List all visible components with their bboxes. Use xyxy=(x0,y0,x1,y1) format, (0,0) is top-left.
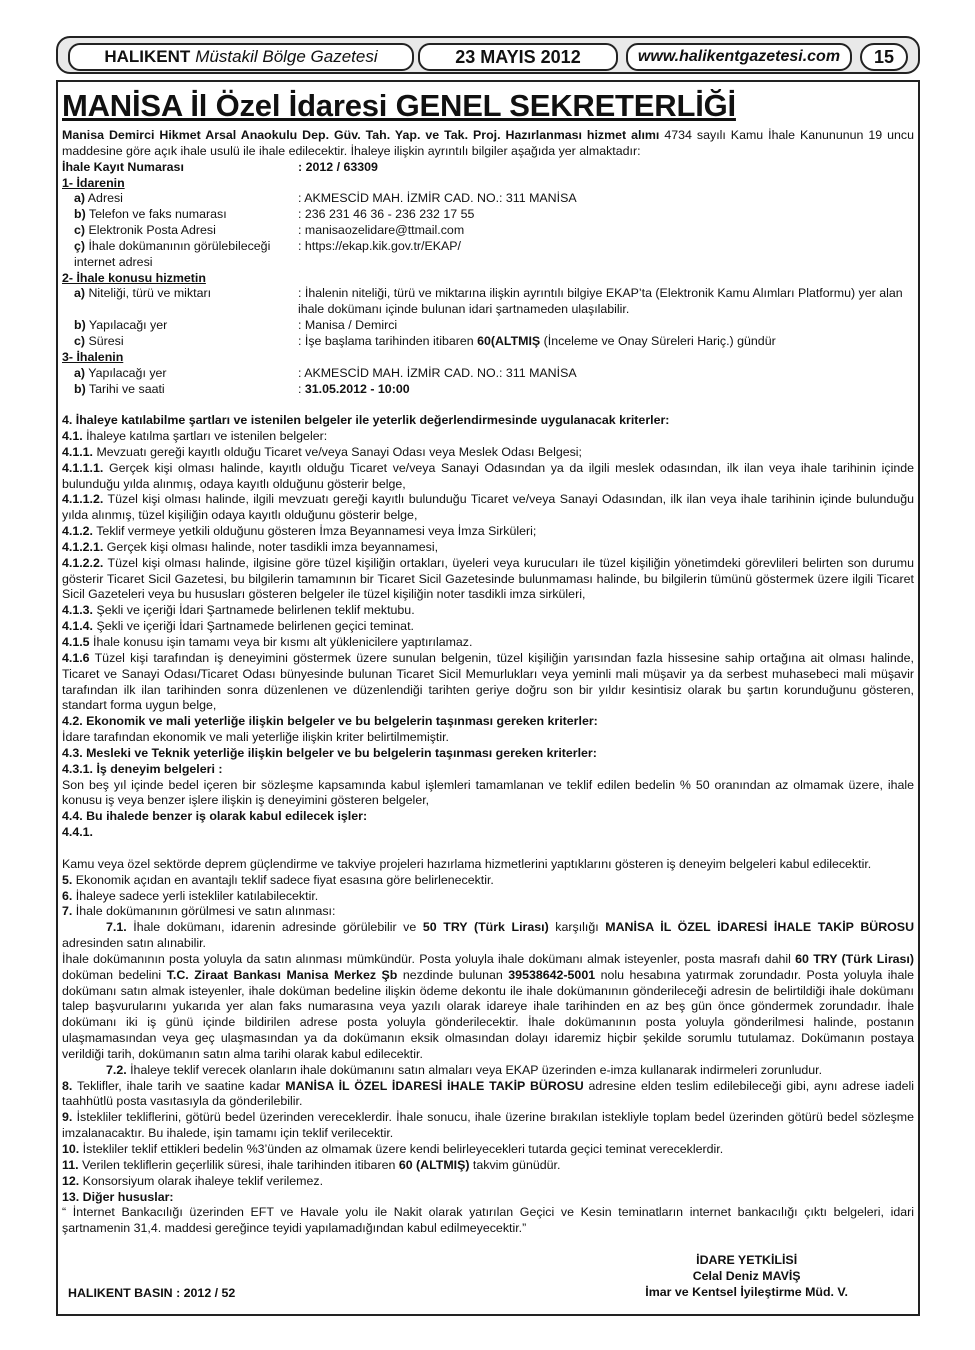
registry-row xyxy=(62,160,914,176)
s42-heading: 4.2. Ekonomik ve mali yeterliğe ilişkin belgeler ve bu belgelerin taşınması gereken kriterler: xyxy=(62,714,598,729)
s6: 6. İhaleye sadece yerli istekliler katılabilecektir. xyxy=(62,888,319,903)
value-pre: : xyxy=(298,381,305,396)
row-value: : Manisa / Demirci xyxy=(298,318,398,333)
s43-heading: 4.3. Mesleki ve Teknik yeterliğe ilişkin belgeler ve bu belgelerin taşınması gereken kriterler: xyxy=(62,745,597,760)
s44-heading: 4.4. Bu ihalede benzer iş olarak kabul edilecek işler: xyxy=(62,809,368,824)
s8: 8. Teklifler, ihale tarih ve saatine kadar MANİSA İL ÖZEL İDARESİ İHALE TAKİP BÜROSU adresine elden teslim edilebileceği gibi, aynı adrese iadeli taahhütlü posta vasıtasıyla da gönderilebilir. xyxy=(62,1078,914,1109)
section1-heading: 1- İdarenin xyxy=(62,175,125,190)
s4112: 4.1.1.2. Tüzel kişi olması halinde, ilgili mevzuatı gereği kayıtlı bulunduğu Ticaret ve/veya Sanayi Odasından, ilk ilan veya ihale tarihinin içinde bulunduğu yılda alınmış, tüzel kişiliğin odaya kayıtlı olduğunu gösterir belge, xyxy=(62,492,914,523)
s413: 4.1.3. Şekli ve içeriği İdari Şartnamede belirlenen teklif mektubu. xyxy=(62,603,415,618)
s412: 4.1.2. Teklif vermeye yetkili olduğunu gösteren İmza Beyannamesi veya İmza Sirküleri; xyxy=(62,524,537,539)
s1-row-c xyxy=(62,223,914,239)
page-number: 15 xyxy=(860,43,908,71)
row-value: : AKMESCİD MAH. İZMİR CAD. NO.: 311 MANİSA xyxy=(298,191,577,206)
row-value: : İhalenin niteliği, türü ve miktarına ilişkin ayrıntılı bilgiye EKAP’ta (Elektronik Kamu Alımları Platformu) yer alan ihale dokümanı içinde bulunan idari şartnameden ulaşılabilir. xyxy=(298,286,903,317)
row-value xyxy=(298,382,914,398)
row-letter: a) xyxy=(74,286,86,301)
section2-heading: 2- İhale konusu hizmetin xyxy=(62,270,206,285)
s1-row-b xyxy=(62,207,914,223)
registry-value: : 2012 / 63309 xyxy=(298,159,378,174)
issue-date: 23 MAYIS 2012 xyxy=(418,43,618,71)
intro-bold: Manisa Demirci Hikmet Arsal Anaokulu Dep. Güv. Tah. Yap. ve Tak. Proj. Hazırlanması hizmet alımı xyxy=(62,128,660,142)
s12: 12. Konsorsiyum olarak ihaleye teklif verilemez. xyxy=(62,1173,324,1188)
signature-position: İmar ve Kentsel İyileştirme Müd. V. xyxy=(645,1284,848,1299)
s4-heading: 4. İhaleye katılabilme şartları ve istenilen belgeler ile yeterlik değerlendirmesinde uygulanacak kriterler: xyxy=(62,413,670,428)
registry-label: İhale Kayıt Numarası xyxy=(62,159,184,174)
row-label: Tarihi ve saati xyxy=(85,381,165,396)
article-title: MANİSA İl Özel İdaresi GENEL SEKRETERLİĞİ xyxy=(62,88,736,123)
row-value: : https://ekap.kik.gov.tr/EKAP/ xyxy=(298,238,461,253)
page-header xyxy=(56,36,920,74)
row-value: : AKMESCİD MAH. İZMİR CAD. NO.: 311 MANİSA xyxy=(298,365,577,380)
article-frame xyxy=(56,80,920,1316)
signature-name: Celal Deniz MAVİŞ xyxy=(692,1268,801,1283)
s441-heading: 4.4.1. xyxy=(62,825,94,840)
s41: 4.1. İhaleye katılma şartları ve istenilen belgeler: xyxy=(62,429,328,444)
row-letter: ç) xyxy=(74,238,86,253)
s13-text: “ İnternet Bankacılığı üzerinden EFT ve Havale yolu ile Nakit olarak yatırılan Geçici ve Kesin teminatların internet bankacılığı çıktı belgeleri, idari şartnamenin 31,4. maddesi gereğince teyidi yapılamadığından kabul edilmeyecektir.” xyxy=(62,1205,914,1236)
row-label: Niteliği, türü ve miktarı xyxy=(85,286,212,301)
signature-block xyxy=(62,1248,914,1308)
row-letter: b) xyxy=(74,381,86,396)
s9: 9. İstekliler tekliflerini, götürü bedel üzerinden vereceklerdir. İhale sonucu, ihale üzerine bırakılan istekliyle toplam bedel üzerinden götürü bedel sözleşme imzalanacaktır. Bu ihalede, işin tamamı için teklif verilecektir. xyxy=(62,1110,914,1141)
row-label: Yapılacağı yer xyxy=(85,318,168,333)
s1-row-cc xyxy=(62,239,914,271)
press-number: HALIKENT BASIN : 2012 / 52 xyxy=(68,1286,236,1300)
s2-row-b xyxy=(62,318,914,334)
s431-text: Son beş yıl içinde bedel içeren bir sözleşme kapsamında kabul işlemleri tamamlanan ve teklif edilen bedelin % 50 oranından az olmamak üzere, ihale konusu iş veya benzer işlere ilişkin iş deneyimini gösteren belgeler, xyxy=(62,777,914,808)
row-value: : manisaozelidare@ttmail.com xyxy=(298,223,465,238)
section3-heading: 3- İhalenin xyxy=(62,349,124,364)
value-bold: 31.05.2012 - 10:00 xyxy=(304,381,410,396)
row-label: İhale dokümanının görülebileceği internet adresi xyxy=(74,238,271,269)
s2-row-a xyxy=(62,286,914,318)
paper-subtitle: Müstakil Bölge Gazetesi xyxy=(195,47,378,66)
s431-heading: 4.3.1. İş deneyim belgeleri : xyxy=(62,761,223,776)
s441-text: Kamu veya özel sektörde deprem güçlendirme ve takviye projeleri hazırlama hizmetlerini yaptıklarını gösteren iş deneyim belgeleri kabul edilecektir. xyxy=(62,856,872,871)
s11: 11. Verilen tekliflerin geçerlilik süresi, ihale tarihinden itibaren 60 (ALTMIŞ) takvim günüdür. xyxy=(62,1157,561,1172)
row-label: Telefon ve faks numarası xyxy=(85,207,227,222)
row-label: Süresi xyxy=(85,333,124,348)
row-letter: c) xyxy=(74,333,86,348)
value-pre: : İşe başlama tarihinden itibaren xyxy=(298,333,478,348)
row-letter: b) xyxy=(74,318,86,333)
s4122: 4.1.2.2. Tüzel kişi olması halinde, ilgisine göre tüzel kişiliğin ortakları, üyeleri veya kurucuları ile tüzel kişiliğin yönetimdeki görevlileri belirten son durumu gösterir Ticaret Sicil Gazetesi, bu bilgilerin tamamının bir Ticaret Sicil Gazetesinde bulunmaması halinde, bu bilgilerin tümünü göstermek üzere ilgili Ticaret Sicil Gazeteleri veya bu hususları gösteren belgeler ile tüzel kişiliğin noter tasdikli imza sirküleri, xyxy=(62,555,914,602)
s3-row-b xyxy=(62,382,914,398)
row-letter: a) xyxy=(74,365,86,380)
s414: 4.1.4. Şekli ve içeriği İdari Şartnamede belirlenen geçici teminat. xyxy=(62,619,414,634)
value-bold: 60(ALTMIŞ xyxy=(477,333,541,348)
intro-text: 4734 sayılı Kamu İhale Kanununun 19 uncu maddesine göre açık ihale usulü ile ihale edilecektir. İhaleye ilişkin ayrıntılı bilgiler aşağıda yer almaktadır: xyxy=(62,128,914,158)
website: www.halikentgazetesi.com xyxy=(626,43,852,71)
row-label: Adresi xyxy=(85,191,123,206)
row-value xyxy=(298,334,914,350)
intro xyxy=(62,128,914,160)
s1-row-a xyxy=(62,191,914,207)
article-content xyxy=(62,88,914,1237)
row-letter: b) xyxy=(74,207,86,222)
row-label: Elektronik Posta Adresi xyxy=(85,223,216,238)
s42-text: İdare tarafından ekonomik ve mali yeterliğe ilişkin kriter belirtilmemiştir. xyxy=(62,730,450,745)
row-letter: a) xyxy=(74,191,86,206)
s2-row-c xyxy=(62,334,914,350)
paper-name-pill xyxy=(68,43,414,71)
s4121: 4.1.2.1. Gerçek kişi olması halinde, noter tasdikli imza beyannamesi, xyxy=(62,539,439,554)
row-value: : 236 231 46 36 - 236 232 17 55 xyxy=(298,207,475,222)
s416: 4.1.6 Tüzel kişi tarafından iş deneyimini göstermek üzere sunulan belgenin, tüzel kişiliğin yarısından fazla hissesine sahip ortağına ait olması halinde, Ticaret ve Sanayi Odası/Ticaret Odası bünyesinde bulunan Ticaret Sicil Memurlukları veya yeminli mali müşavir ya da serbest muhasebeci mali müşavir tarafından ilk ilan tarihinden sonra düzenlenen ve düzenlendiği tarihten geriye doğru son bir yıldır kesintisiz olarak bu şartın korunduğunu gösteren, standart forma uygun belge, xyxy=(62,650,914,713)
value-post: (İnceleme ve Onay Süreleri Hariç.) gündür xyxy=(540,333,776,348)
s71: 7.1. İhale dokümanı, idarenin adresinde görülebilir ve 50 TRY (Türk Lirası) karşılığı MANİSA İL ÖZEL İDARESİ İHALE TAKİP BÜROSU adresinden satın alınabilir. xyxy=(62,920,915,951)
row-label: Yapılacağı yer xyxy=(85,365,167,380)
s5: 5. Ekonomik açıdan en avantajlı teklif sadece fiyat esasına göre belirlenecektir. xyxy=(62,872,494,887)
s411: 4.1.1. Mevzuatı gereği kayıtlı olduğu Ticaret ve/veya Sanayi Odası veya Meslek Odası Belgesi; xyxy=(62,444,582,459)
s10: 10. İstekliler teklif ettikleri bedelin %3’ünden az olmamak üzere kendi belirleyecekleri tutarda geçici teminat vereceklerdir. xyxy=(62,1142,724,1156)
s72: 7.2. İhaleye teklif verecek olanların ihale dokümanını satın almaları veya EKAP üzerinden e-imza kullanarak indirmeleri zorunludur. xyxy=(106,1062,823,1077)
s71-post: İhale dokümanının posta yoluyla da satın alınması mümkündür. Posta yoluyla ihale dokümanı almak isteyenler, posta masrafı dahil 60 TRY (Türk Lirası) doküman bedelini T.C. Ziraat Bankası Manisa Merkez Şb nezdinde bulunan 39538642-5001 nolu hesabına yatırmak zorundadır. Posta yoluyla ihale dokümanı satın almak isteyenler, ihale doküman bedeline ilişkin ödeme dekontu ile ihale dokümanının gönderileceği adresin de belirtildiği ihale dokümanı talep başvurularını yukarıda yer alan faks numarasına veya yazılı olarak idareye ihale tarihinden en az beş gün önce göndermek zorundadır. İhale dokümanı iki iş günü içinde bildirilen adrese posta yoluyla gönderilecektir. İhale dokümanının posta yoluyla gönderilmesi halinde, postanın ulaşmamasından veya geç ulaşmasından ya da dokümanın eksik olmasından dolayı idaremiz hiçbir şekilde sorumlu tutulamaz. Dokümanın postaya verildiği tarih, dokümanın satın alma tarihi olarak kabul edilecektir. xyxy=(62,951,914,1061)
s7: 7. İhale dokümanının görülmesi ve satın alınması: xyxy=(62,904,336,919)
signature-title: İDARE YETKİLİSİ xyxy=(696,1253,798,1267)
s4111: 4.1.1.1. Gerçek kişi olması halinde, kayıtlı olduğu Ticaret ve/veya Sanayi Odasından ya da ilgili meslek odasından, ilk ilan veya ihale tarihinin içinde bulunduğu yılda alınmış, odaya kayıtlı olduğunu gösterir belge, xyxy=(62,460,914,491)
s3-row-a xyxy=(62,366,914,382)
paper-name: HALIKENT xyxy=(104,47,191,66)
row-letter: c) xyxy=(74,223,86,238)
s415: 4.1.5 İhale konusu işin tamamı veya bir kısmı alt yüklenicilere yaptırılamaz. xyxy=(62,635,473,649)
s13-heading: 13. Diğer hususlar: xyxy=(62,1189,174,1204)
signature xyxy=(645,1253,848,1301)
